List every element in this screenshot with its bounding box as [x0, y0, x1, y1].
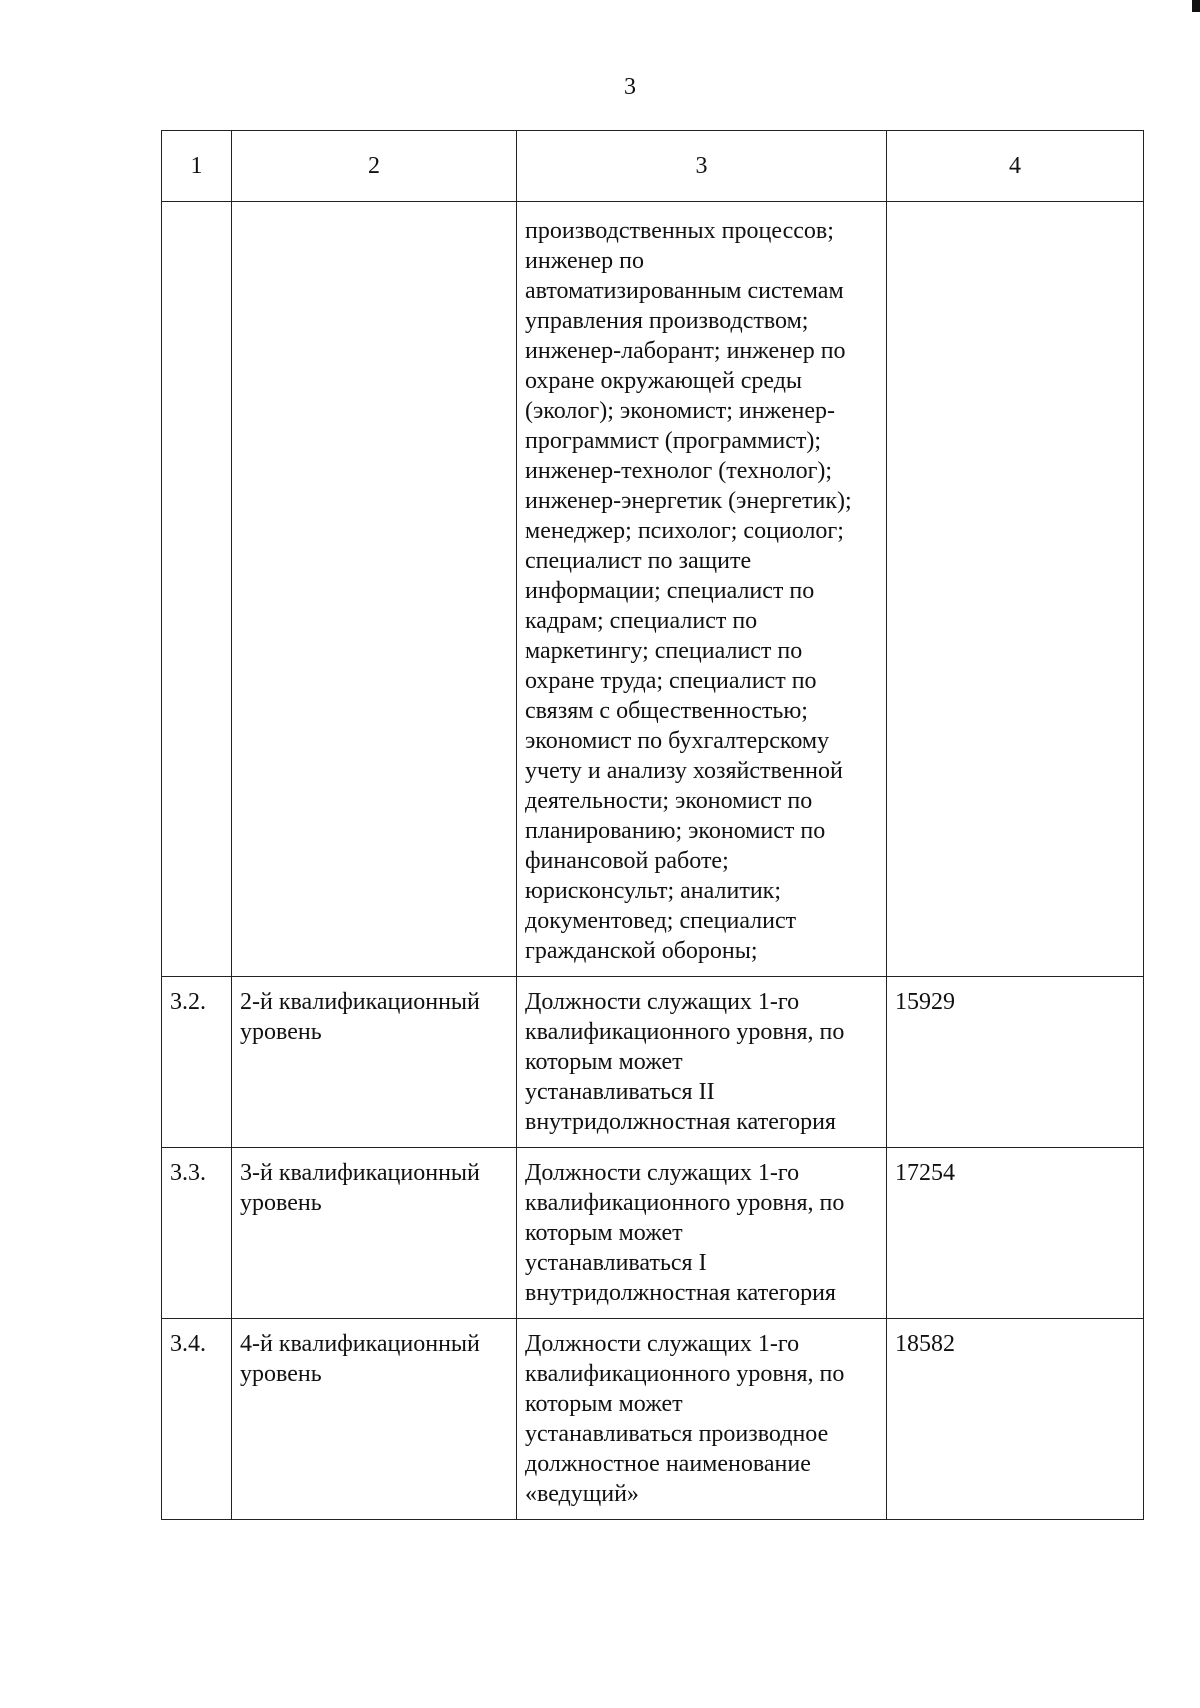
position-text-line: охране окружающей среды	[525, 368, 803, 394]
positions-list-text	[517, 202, 886, 976]
positions-description-text: «ведущий»	[525, 1481, 639, 1507]
positions-description	[517, 1148, 887, 1319]
position-text-line: финансовой работе;	[525, 848, 729, 874]
positions-description-text: которым может	[525, 1220, 683, 1246]
position-text-line: информации; специалист по	[525, 578, 815, 604]
qualification-level-text: уровень	[240, 1361, 322, 1387]
row-number-text: 3.3.	[170, 1160, 206, 1186]
salary-value-text: 17254	[895, 1160, 955, 1186]
row-number-text: 3.2.	[170, 989, 206, 1015]
position-text-line: связям с общественностью;	[525, 698, 808, 724]
position-text-line: программист (программист);	[525, 428, 822, 454]
continuation-col-4	[887, 202, 1144, 977]
qualification-level	[232, 1319, 517, 1520]
header-row	[162, 131, 1144, 202]
salary-value	[887, 1319, 1144, 1520]
qualification-level	[232, 1148, 517, 1319]
qualification-level	[232, 977, 517, 1148]
continuation-col-1	[162, 202, 232, 977]
positions-description-text: устанавливаться I	[525, 1250, 707, 1276]
table-row	[162, 1148, 1144, 1319]
table-row	[162, 1319, 1144, 1520]
salary-value-text: 15929	[895, 989, 955, 1015]
position-text-line: кадрам; специалист по	[525, 608, 758, 634]
header-col-3: 3	[517, 131, 887, 202]
page-number: 3	[624, 74, 636, 100]
row-number	[162, 1319, 232, 1520]
positions-description-text: Должности служащих 1-го	[525, 1160, 800, 1186]
position-text-line: инженер-технолог (технолог);	[525, 458, 833, 484]
salary-value	[887, 1148, 1144, 1319]
row-number-text: 3.4.	[170, 1331, 206, 1357]
scan-edge-mark	[1192, 0, 1200, 12]
positions-description-text: Должности служащих 1-го	[525, 989, 800, 1015]
position-text-line: инженер-лаборант; инженер по	[525, 338, 846, 364]
qualification-level-text: 2-й квалификационный	[240, 989, 480, 1015]
position-text-line: инженер-энергетик (энергетик);	[525, 488, 852, 514]
positions-description-text: которым может	[525, 1049, 683, 1075]
positions-description-text: внутридолжностная категория	[525, 1280, 836, 1306]
position-text-line: экономист по бухгалтерскому	[525, 728, 830, 754]
row-number	[162, 1148, 232, 1319]
positions-description-text: должностное наименование	[525, 1451, 811, 1477]
qualification-level-text: 3-й квалификационный	[240, 1160, 480, 1186]
positions-description-text: которым может	[525, 1391, 683, 1417]
position-text-line: гражданской обороны;	[525, 938, 758, 964]
salary-value	[887, 977, 1144, 1148]
continuation-positions-list	[517, 202, 887, 977]
continuation-col-2	[232, 202, 517, 977]
positions-description-text: квалификационного уровня, по	[525, 1019, 845, 1045]
position-text-line: производственных процессов;	[525, 218, 834, 244]
position-text-line: деятельности; экономист по	[525, 788, 813, 814]
positions-description-text: внутридолжностная категория	[525, 1109, 836, 1135]
header-col-2: 2	[232, 131, 517, 202]
position-text-line: автоматизированным системам	[525, 278, 844, 304]
salary-table	[161, 130, 1144, 1520]
position-text-line: юрисконсульт; аналитик;	[525, 878, 781, 904]
position-text-line: документовед; специалист	[525, 908, 797, 934]
header-col-4: 4	[887, 131, 1144, 202]
positions-description	[517, 1319, 887, 1520]
position-text-line: менеджер; психолог; социолог;	[525, 518, 844, 544]
positions-description	[517, 977, 887, 1148]
position-text-line: специалист по защите	[525, 548, 752, 574]
salary-value-text: 18582	[895, 1331, 955, 1357]
continuation-row	[162, 202, 1144, 977]
positions-description-text: квалификационного уровня, по	[525, 1361, 845, 1387]
qualification-level-text: уровень	[240, 1190, 322, 1216]
position-text-line: учету и анализу хозяйственной	[525, 758, 843, 784]
position-text-line: инженер по	[525, 248, 644, 274]
position-text-line: (эколог); экономист; инженер-	[525, 398, 835, 424]
table-row	[162, 977, 1144, 1148]
positions-description-text: устанавливаться II	[525, 1079, 715, 1105]
qualification-level-text: 4-й квалификационный	[240, 1331, 480, 1357]
position-text-line: охране труда; специалист по	[525, 668, 817, 694]
qualification-level-text: уровень	[240, 1019, 322, 1045]
position-text-line: планированию; экономист по	[525, 818, 826, 844]
header-col-1: 1	[162, 131, 232, 202]
position-text-line: управления производством;	[525, 308, 809, 334]
position-text-line: маркетингу; специалист по	[525, 638, 803, 664]
row-number	[162, 977, 232, 1148]
positions-description-text: квалификационного уровня, по	[525, 1190, 845, 1216]
positions-description-text: Должности служащих 1-го	[525, 1331, 800, 1357]
positions-description-text: устанавливаться производное	[525, 1421, 829, 1447]
